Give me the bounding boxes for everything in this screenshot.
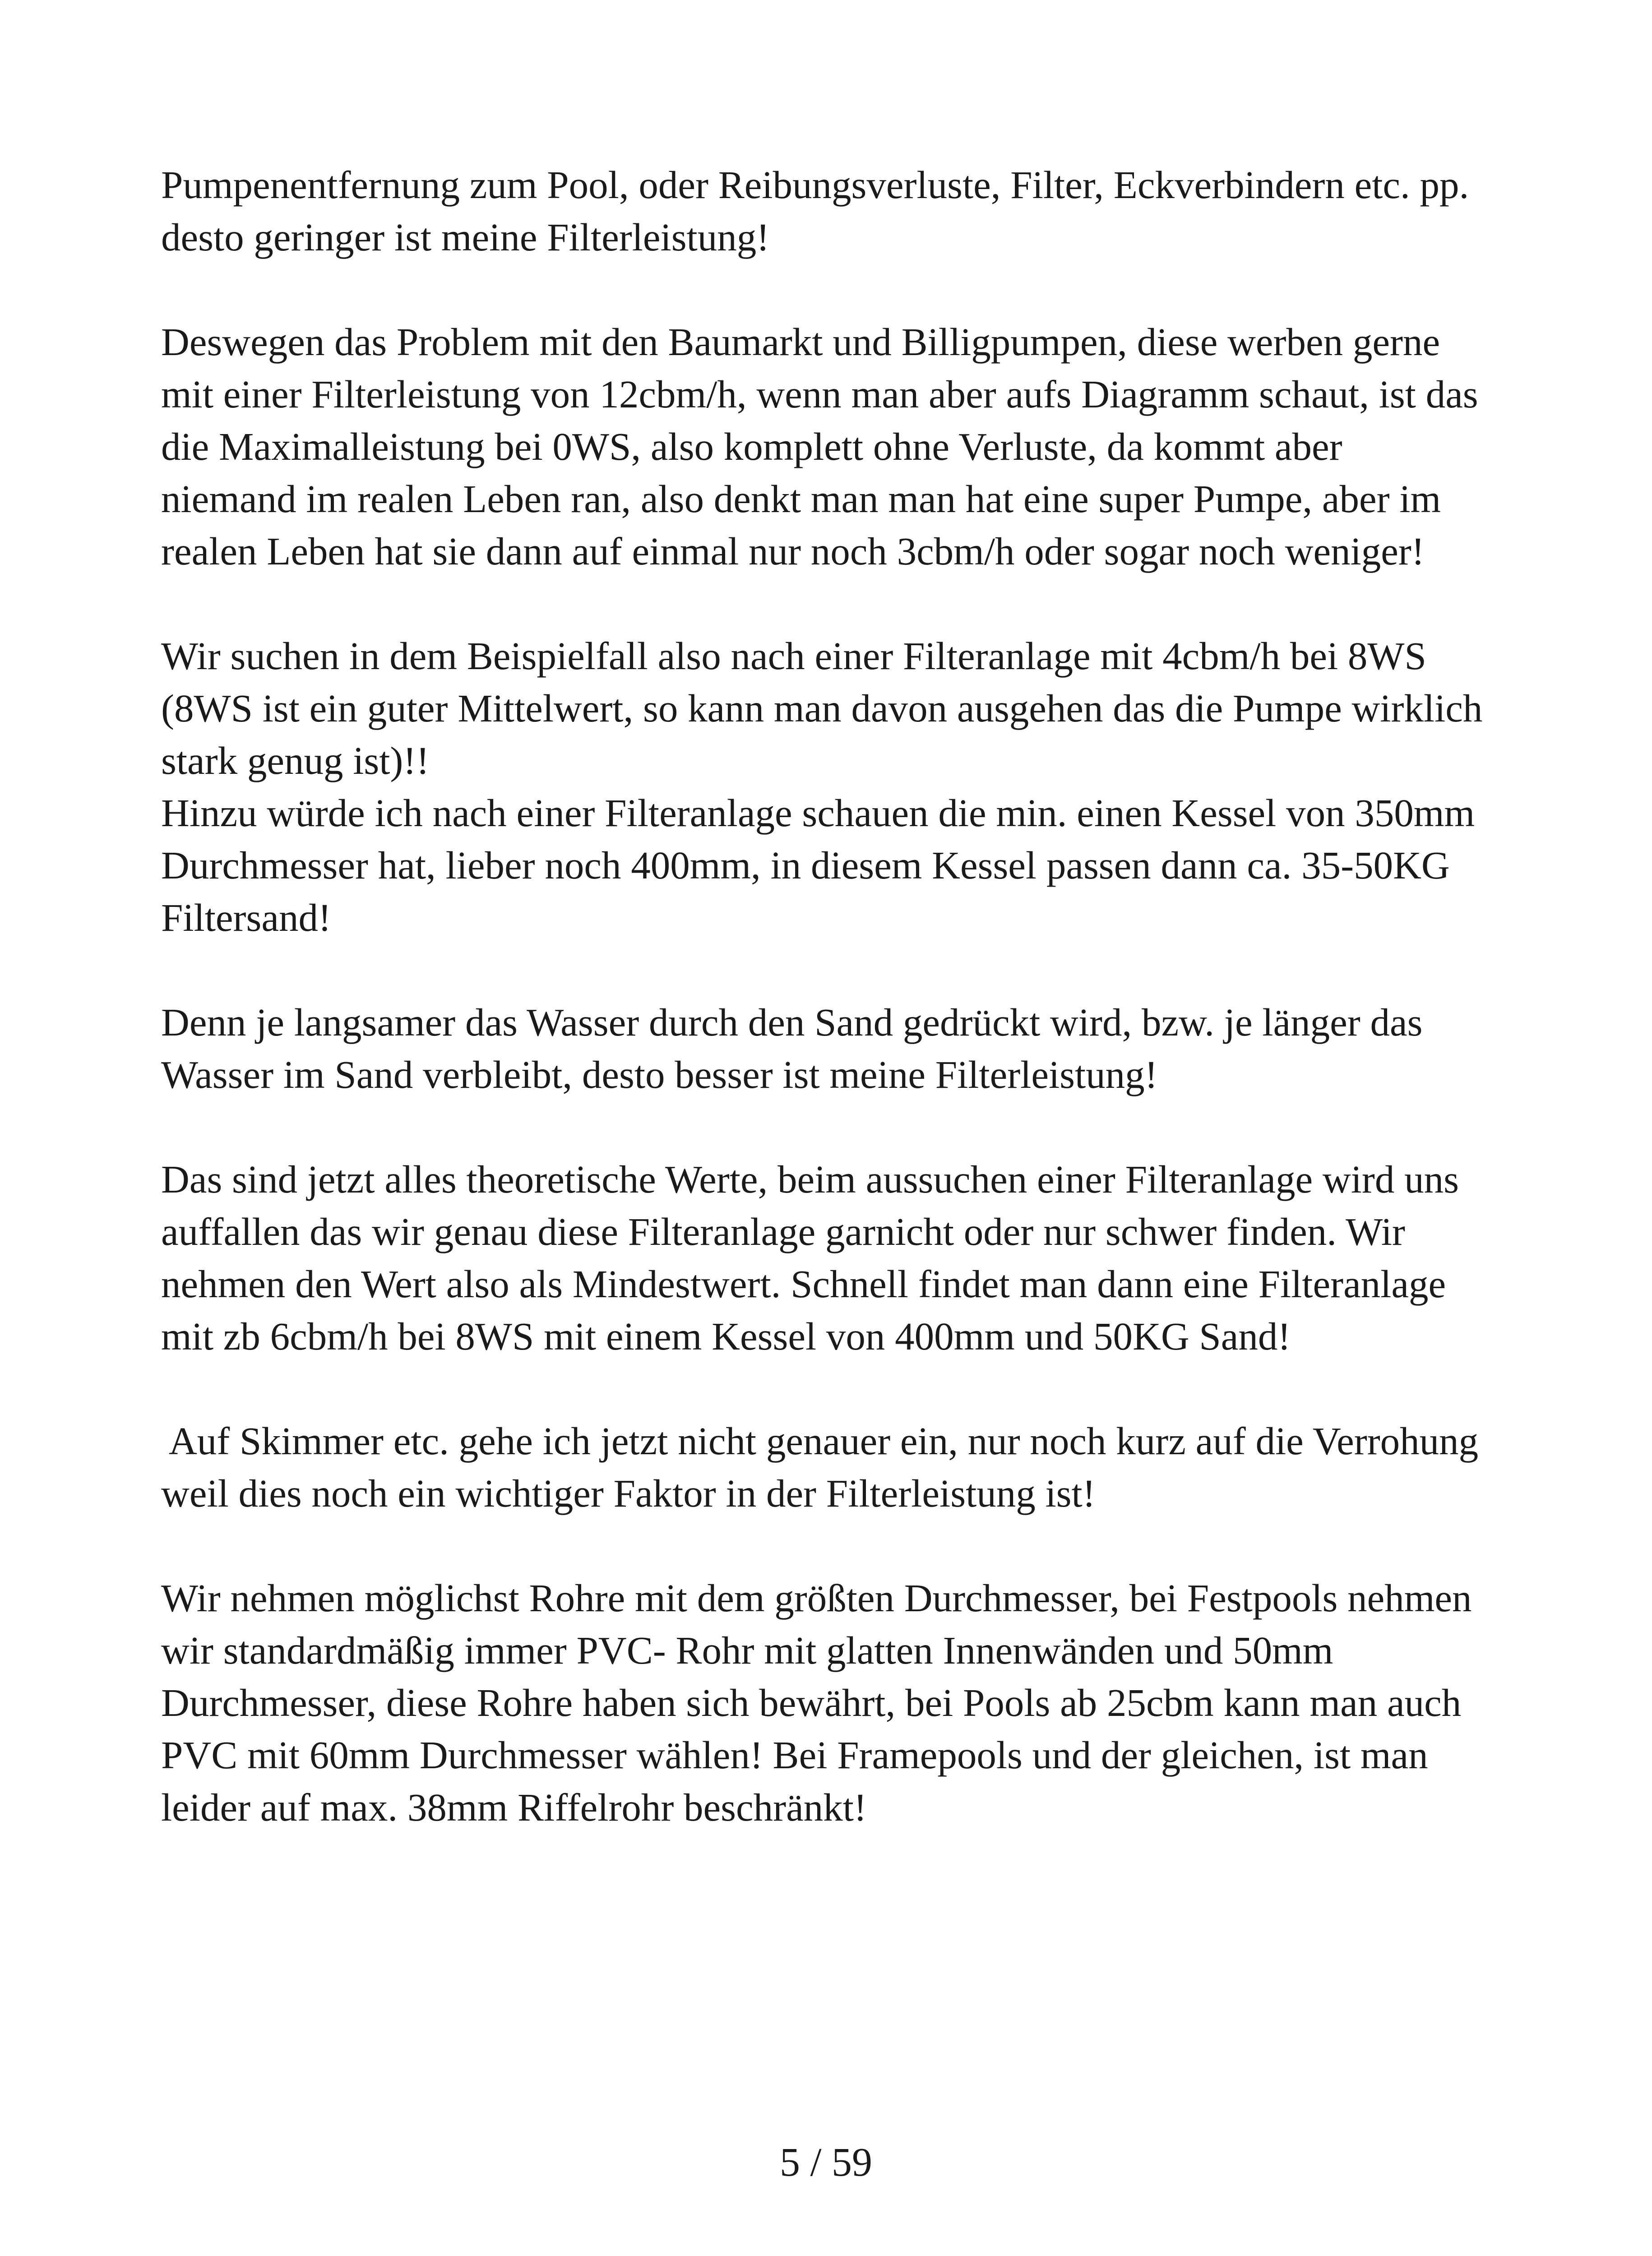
text-line: nehmen den Wert also als Mindestwert. Schnell findet man dann eine Filteranlage <box>161 1262 1446 1306</box>
paragraph <box>161 1415 1515 1520</box>
text-line: Durchmesser, diese Rohre haben sich bewährt, bei Pools ab 25cbm kann man auch <box>161 1681 1462 1724</box>
text-line: Pumpenentfernung zum Pool, oder Reibungsverluste, Filter, Eckverbindern etc. pp. <box>161 163 1469 207</box>
paragraph <box>161 316 1515 578</box>
paragraph-gap <box>161 1101 1515 1153</box>
text-line: leider auf max. 38mm Riffelrohr beschränkt! <box>161 1785 867 1829</box>
paragraph-gap <box>161 1520 1515 1572</box>
text-line: Durchmesser hat, lieber noch 400mm, in diesem Kessel passen dann ca. 35-50KG <box>161 843 1450 887</box>
text-line: Wir nehmen möglichst Rohre mit dem größten Durchmesser, bei Festpools nehmen <box>161 1576 1472 1620</box>
document-body <box>161 159 1515 1834</box>
text-line: die Maximalleistung bei 0WS, also komplett ohne Verluste, da kommt aber <box>161 425 1342 468</box>
paragraph-gap <box>161 264 1515 316</box>
text-line: Das sind jetzt alles theoretische Werte, beim aussuchen einer Filteranlage wird uns <box>161 1157 1459 1201</box>
text-line: stark genug ist)!! <box>161 739 430 782</box>
paragraph <box>161 159 1515 264</box>
text-line: niemand im realen Leben ran, also denkt man man hat eine super Pumpe, aber im <box>161 477 1441 521</box>
paragraph <box>161 996 1515 1101</box>
paragraph-gap <box>161 944 1515 996</box>
paragraph-gap <box>161 578 1515 630</box>
text-line: Wir suchen in dem Beispielfall also nach einer Filteranlage mit 4cbm/h bei 8WS <box>161 634 1426 678</box>
text-line: mit zb 6cbm/h bei 8WS mit einem Kessel von 400mm und 50KG Sand! <box>161 1314 1291 1358</box>
text-line: desto geringer ist meine Filterleistung! <box>161 215 770 259</box>
text-line: Filtersand! <box>161 896 331 939</box>
text-line: Denn je langsamer das Wasser durch den Sand gedrückt wird, bzw. je länger das <box>161 1000 1423 1044</box>
paragraph <box>161 1572 1515 1834</box>
text-line: auffallen das wir genau diese Filteranlage garnicht oder nur schwer finden. Wir <box>161 1210 1405 1253</box>
text-line: Hinzu würde ich nach einer Filteranlage schauen die min. einen Kessel von 350mm <box>161 791 1475 835</box>
text-line: Deswegen das Problem mit den Baumarkt und Billigpumpen, diese werben gerne <box>161 320 1440 364</box>
text-line: (8WS ist ein guter Mittelwert, so kann man davon ausgehen das die Pumpe wirklich <box>161 686 1483 730</box>
text-line: realen Leben hat sie dann auf einmal nur noch 3cbm/h oder sogar noch weniger! <box>161 529 1425 573</box>
text-line: weil dies noch ein wichtiger Faktor in der Filterleistung ist! <box>161 1471 1096 1515</box>
paragraph <box>161 630 1515 944</box>
text-line: Wasser im Sand verbleibt, desto besser ist meine Filterleistung! <box>161 1053 1158 1096</box>
page-number: 5 / 59 <box>779 2140 872 2185</box>
paragraph-gap <box>161 1363 1515 1415</box>
text-line: wir standardmäßig immer PVC- Rohr mit glatten Innenwänden und 50mm <box>161 1628 1333 1672</box>
paragraph <box>161 1153 1515 1363</box>
text-line: Auf Skimmer etc. gehe ich jetzt nicht genauer ein, nur noch kurz auf die Verrohung <box>161 1419 1479 1463</box>
text-line: mit einer Filterleistung von 12cbm/h, wenn man aber aufs Diagramm schaut, ist das <box>161 372 1478 416</box>
text-line: PVC mit 60mm Durchmesser wählen! Bei Framepools und der gleichen, ist man <box>161 1733 1428 1777</box>
